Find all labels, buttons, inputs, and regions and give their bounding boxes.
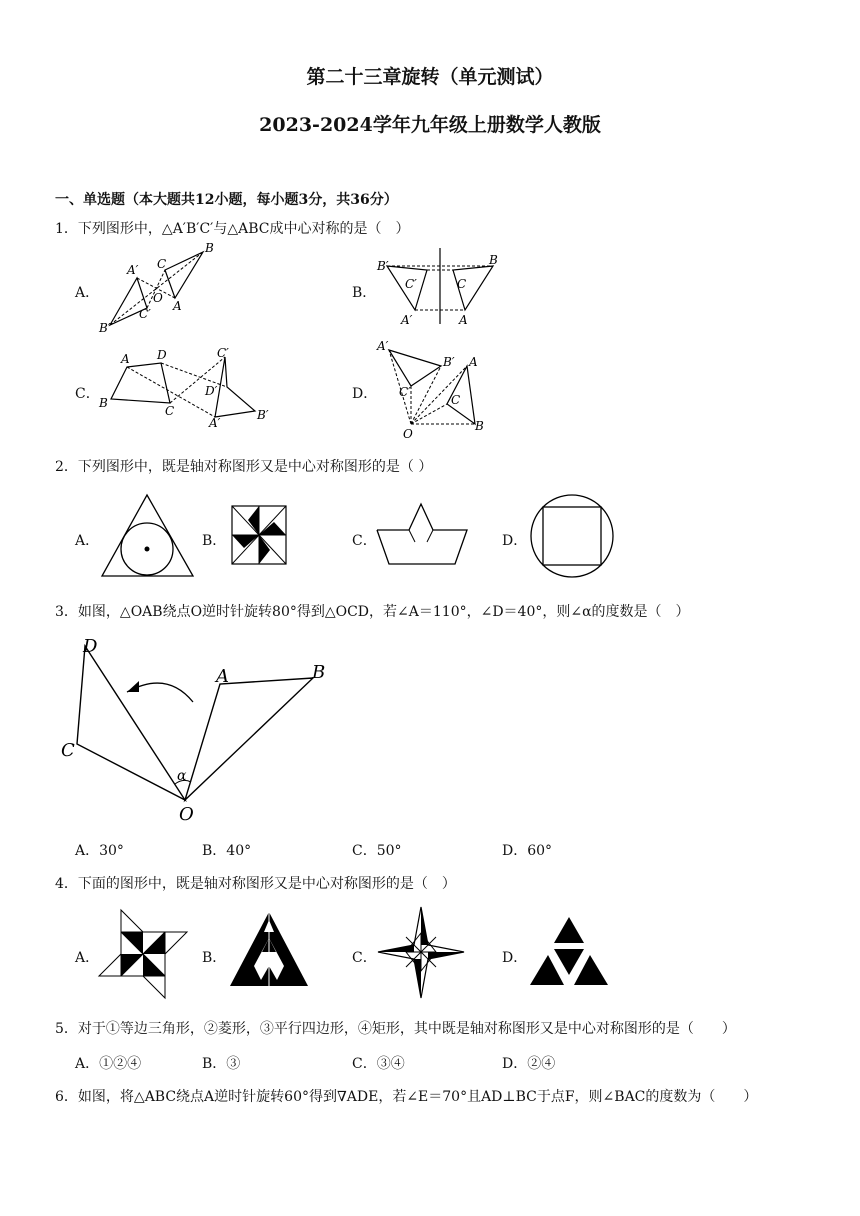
question-3: 3．如图，△OAB绕点O逆时针旋转80°得到△OCD，若∠A＝110°，∠D＝40°，则∠α的度数是（ ）: [55, 604, 690, 620]
svg-text:D: D: [157, 348, 167, 362]
q4-figure-a: [97, 908, 189, 1000]
svg-text:O: O: [403, 427, 413, 441]
q1-option-b[interactable]: B．: [352, 285, 377, 301]
q1-figure-c: [95, 345, 275, 430]
svg-text:O: O: [153, 291, 163, 305]
question-2: 2．下列图形中，既是轴对称图形又是中心对称图形的是（ ）: [55, 459, 433, 475]
svg-text:B′: B′: [377, 259, 389, 273]
q4-option-c[interactable]: C．: [352, 950, 377, 966]
q5-option-a[interactable]: A．①②④: [75, 1056, 142, 1072]
svg-text:C: C: [457, 277, 467, 291]
svg-text:C: C: [157, 257, 167, 271]
svg-text:A: A: [121, 352, 130, 366]
q4-option-b[interactable]: B．: [202, 950, 227, 966]
svg-text:A: A: [469, 355, 478, 369]
svg-text:C′: C′: [217, 346, 229, 360]
q3-figure: [55, 632, 345, 827]
question-5: 5．对于①等边三角形，②菱形，③平行四边形，④矩形，其中既是轴对称图形又是中心对称图形的是（ ）: [55, 1021, 736, 1037]
section-heading: 一、单选题（本大题共12小题，每小题3分，共36分）: [55, 192, 398, 208]
q3-option-d[interactable]: D．60°: [502, 843, 553, 859]
q2-figure-a: [100, 493, 195, 578]
svg-text:B: B: [99, 396, 108, 410]
svg-text:B′: B′: [443, 355, 455, 369]
label-c: C: [61, 740, 75, 761]
q1-figure-b: [375, 248, 505, 328]
svg-text:B: B: [475, 419, 484, 433]
question-4: 4．下面的图形中，既是轴对称图形又是中心对称图形的是（ ）: [55, 876, 456, 892]
svg-text:A: A: [459, 313, 468, 327]
svg-text:B: B: [489, 253, 498, 267]
svg-text:C′: C′: [405, 277, 417, 291]
q2-figure-b: [228, 500, 290, 570]
q1-figure-a: [95, 240, 225, 335]
q2-option-b[interactable]: B．: [202, 533, 227, 549]
svg-text:A′: A′: [127, 263, 139, 277]
page-title: 第二十三章旋转（单元测试）: [306, 66, 554, 88]
q2-option-a[interactable]: A．: [75, 533, 100, 549]
q5-option-b[interactable]: B．③: [202, 1056, 241, 1072]
label-alpha: α: [177, 768, 187, 784]
q3-option-a[interactable]: A．30°: [75, 843, 124, 859]
svg-text:B′: B′: [257, 408, 269, 422]
question-6: 6．如图，将△ABC绕点A逆时针旋转60°得到∇ADE，若∠E＝70°且AD⊥BC于点F，则∠BAC的度数为（ ）: [55, 1089, 758, 1105]
q4-option-a[interactable]: A．: [75, 950, 100, 966]
svg-text:A′: A′: [401, 313, 413, 327]
q2-option-c[interactable]: C．: [352, 533, 377, 549]
label-d: D: [83, 636, 98, 657]
q4-option-d[interactable]: D．: [502, 950, 528, 966]
q5-option-d[interactable]: D．②④: [502, 1056, 556, 1072]
q4-figure-b: [228, 910, 310, 988]
q4-figure-c: [376, 905, 466, 1000]
svg-text:C: C: [165, 404, 175, 418]
q3-option-c[interactable]: C．50°: [352, 843, 402, 859]
svg-text:C: C: [451, 393, 461, 407]
q1-option-a[interactable]: A．: [75, 285, 100, 301]
question-1: 1．下列图形中，△A′B′C′与△ABC成中心对称的是（ ）: [55, 221, 410, 237]
q1-figure-d: [375, 338, 495, 443]
label-a: A: [216, 666, 229, 687]
svg-text:C′: C′: [139, 307, 151, 321]
svg-text:B: B: [205, 241, 214, 255]
label-b: B: [312, 662, 326, 683]
q2-figure-c: [375, 500, 470, 568]
svg-text:D′: D′: [205, 384, 218, 398]
page-subtitle: 2023-2024学年九年级上册数学人教版: [259, 114, 601, 136]
svg-text:B′: B′: [99, 321, 111, 335]
q5-option-c[interactable]: C．③④: [352, 1056, 405, 1072]
q4-figure-d: [528, 915, 610, 991]
q1-option-c[interactable]: C．: [75, 386, 100, 402]
q1-option-d[interactable]: D．: [352, 386, 378, 402]
q2-figure-d: [528, 492, 618, 580]
label-o: O: [179, 804, 194, 825]
svg-text:A′: A′: [209, 416, 221, 430]
svg-text:A: A: [173, 299, 182, 313]
q3-option-b[interactable]: B．40°: [202, 843, 252, 859]
q2-option-d[interactable]: D．: [502, 533, 528, 549]
svg-text:A′: A′: [377, 339, 389, 353]
svg-text:C′: C′: [399, 385, 411, 399]
